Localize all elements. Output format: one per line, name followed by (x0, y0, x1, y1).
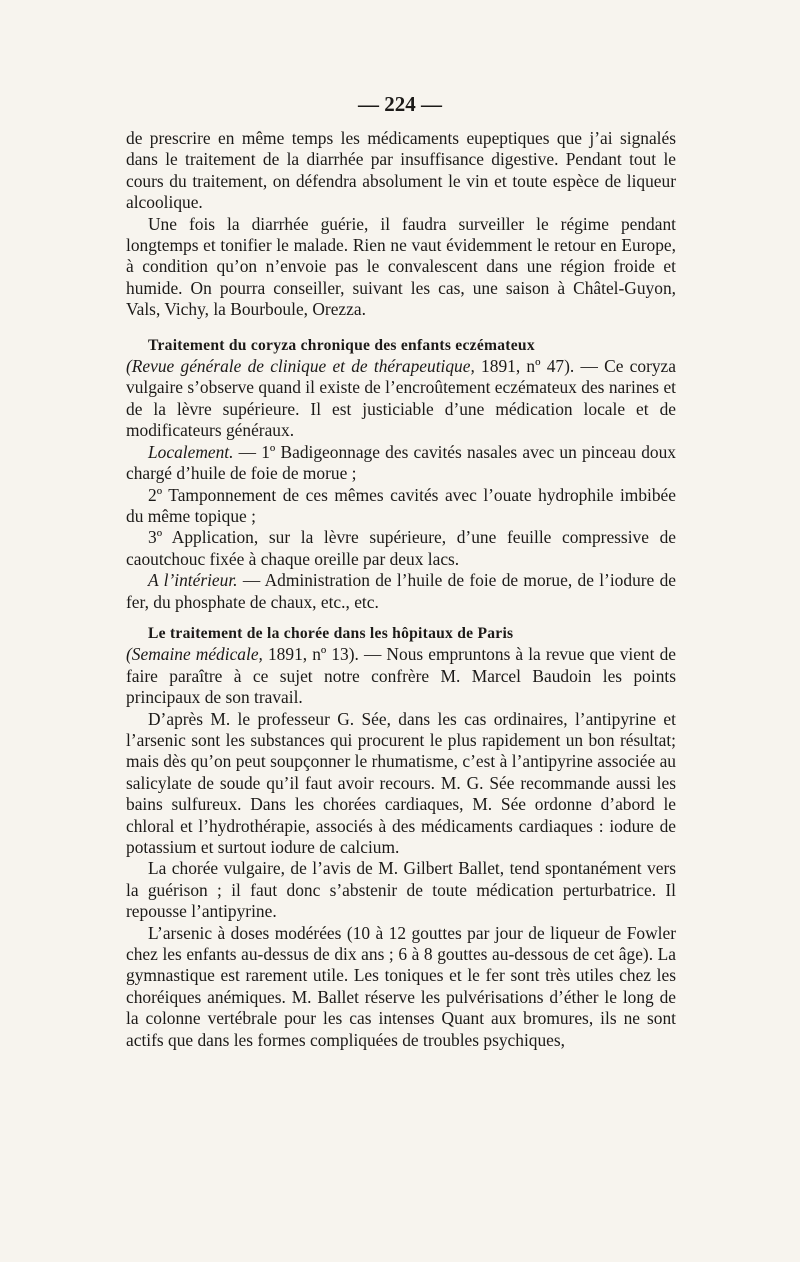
paragraph (126, 356, 676, 442)
section-heading: Le traitement de la chorée dans les hôpitaux de Paris (148, 624, 514, 642)
list-item: 2º Tamponnement de ces mêmes cavités avec l’ouate hydrophile imbibée du même topique ; (126, 484, 676, 526)
paragraph-text: 1891, nº 47). — Ce coryza vulgaire s’observe quand il existe de l’encroûtement eczémateux des narines et de la lèvre supérieure. Il est justiciable d’une médication locale et de modificateurs généraux. (126, 356, 676, 441)
paragraph (126, 644, 676, 708)
paragraph: La chorée vulgaire, de l’avis de M. Gilbert Ballet, tend spontanément vers la guérison ; il faut donc s’abstenir de toute médication perturbatrice. Il repousse l’antipyrine. (126, 858, 676, 922)
source-citation: (Semaine médicale, (126, 644, 263, 665)
page-number: — 224 — (358, 92, 442, 116)
paragraph: L’arsenic à doses modérées (10 à 12 gouttes par jour de liqueur de Fowler chez les enfants au-dessus de dix ans ; 6 à 8 gouttes au-dessous de cet âge). La gymnastique est rarement utile. Les toniques et le fer sont très utiles chez les choréiques anémiques. M. Ballet réserve les pulvérisations d’éther le long de la colonne vertébrale pour les cas intenses Quant aux bromures, ils ne sont actifs que dans les formes compliquées de troubles psychiques, (126, 922, 676, 1050)
paragraph-text: — Administration de l’huile de foie de morue, de l’iodure de fer, du phosphate de chaux, etc., etc. (126, 570, 677, 612)
source-citation: (Revue générale de clinique et de thérapeutique, (126, 356, 475, 377)
body-text (126, 128, 676, 1051)
paragraph: Une fois la diarrhée guérie, il faudra surveiller le régime pendant longtemps et tonifier le malade. Rien ne vaut évidemment le retour en Europe, à condition qu’on n’envoie pas le convalescent dans une région froide et humide. On pourra conseiller, suivant les cas, une saison à Châtel-Guyon, Vals, Vichy, la Bourboule, Orezza. (126, 213, 676, 320)
paragraph: D’après M. le professeur G. Sée, dans les cas ordinaires, l’antipyrine et l’arsenic sont les substances qui procurent le plus rapidement un bon résultat; mais dès qu’on peut soupçonner le rhumatisme, c’est à l’antipyrine associée au salicylate de soude qu’il faut avoir recours. M. G. Sée recommande aussi les bains sulfureux. Dans les chorées cardiaques, M. Sée ordonne d’abord le chloral et l’hydrothérapie, associés à des médicaments cardiaques : iodure de potassium et surtout iodure de calcium. (126, 708, 676, 857)
paragraph-text: — 1º Badigeonnage des cavités nasales avec un pinceau doux chargé d’huile de foie de morue ; (126, 441, 676, 484)
list-item: 3º Application, sur la lèvre supérieure, d’une feuille compressive de caoutchouc fixée à chaque oreille par deux lacs. (126, 527, 676, 569)
italic-label: A l’intérieur. (148, 570, 238, 591)
section-heading: Traitement du coryza chronique des enfants eczémateux (148, 336, 535, 354)
paragraph: de prescrire en même temps les médicaments eupeptiques que j’ai signalés dans le traitement de la diarrhée par insuffisance digestive. Pendant tout le cours du traitement, on défendra absolument le vin et toute espèce de liqueur alcoolique. (126, 128, 676, 213)
paragraph-text: 1891, nº 13). — Nous empruntons à la revue que vient de faire paraître à ce sujet notre confrère M. Marcel Baudoin les points principaux de son travail. (126, 644, 676, 708)
paragraph (126, 570, 676, 613)
paragraph (126, 442, 676, 485)
italic-label: Localement. (148, 441, 234, 462)
